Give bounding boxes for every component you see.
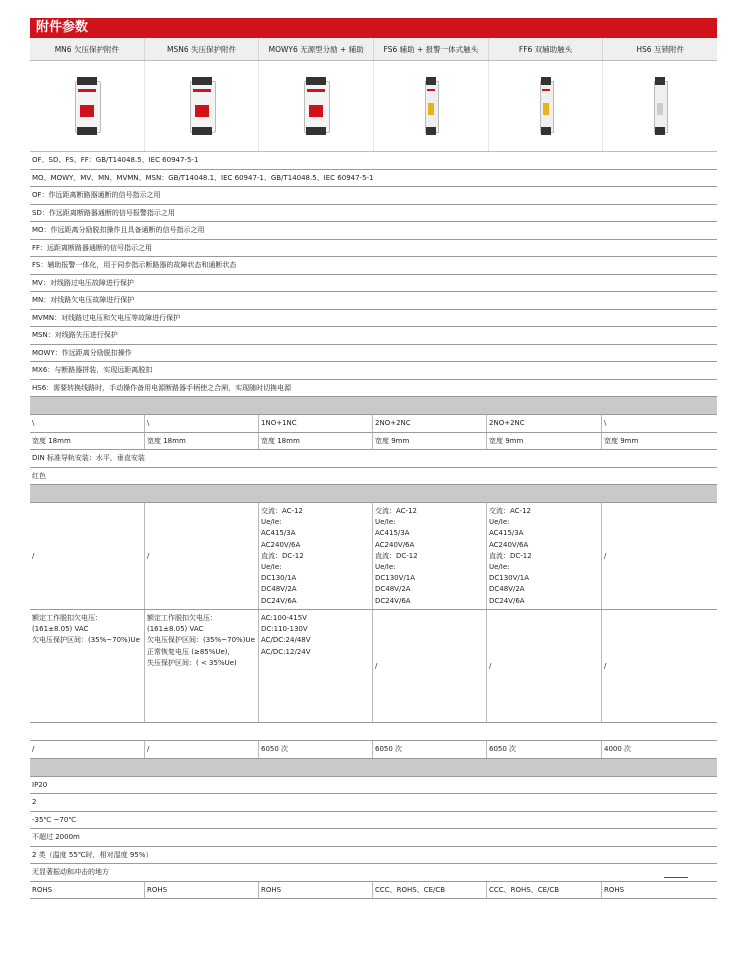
description-row: MX6：与断路器拼装，实现远距离脱扣 (30, 362, 717, 380)
contacts-row (30, 415, 717, 433)
section-divider (30, 759, 717, 777)
ff6-device-icon (538, 75, 554, 137)
env-row-pollution: 2 (30, 794, 717, 812)
section-title: 附件参数 (30, 18, 717, 38)
contacts-cell: \ (30, 415, 145, 432)
msn6-device-icon (187, 75, 217, 137)
contacts-cell: 2NO+2NC (373, 415, 487, 432)
width-cell: 宽度 9mm (373, 433, 487, 450)
contacts-cell: \ (604, 419, 607, 427)
standard-row: MO、MOWY、MV、MN、MVMN、MSN：GB/T14048.1、IEC 60947-1、GB/T14048.5、IEC 60947-5-1 (30, 170, 717, 188)
mn6-device-icon (72, 75, 102, 137)
description-row: MVMN：对线路过电压和欠电压等故障进行保护 (30, 310, 717, 328)
life-cell: 4000 次 (604, 745, 632, 753)
life-cell: / (30, 741, 145, 758)
rating-cell: 交流：AC-12 Ue/Ie: AC415/3A AC240V/6A 直流：DC-12 Ue/Ie: DC130V/1A DC48V/2A DC24V/6A (487, 503, 602, 609)
width-cell: 宽度 18mm (145, 433, 259, 450)
width-cell: 宽度 18mm (30, 433, 145, 450)
product-name-ff6: FF6 双辅助触头 (489, 38, 604, 60)
voltage-cell: 额定工作脱扣欠电压： (161±8.05) VAC 欠电压保护区间：(35%~70%)Ue (30, 610, 145, 722)
env-row-humidity: 2 类（温度 55℃时，相对湿度 95%） (30, 847, 717, 865)
description-row: MN：对线路欠电压故障进行保护 (30, 292, 717, 310)
contacts-cell: \ (145, 415, 259, 432)
description-row: MO：作远距离分励脱扣操作且具备通断的信号指示之用 (30, 222, 717, 240)
voltage-cell: / (487, 610, 602, 722)
description-row: MOWY：作远距离分励脱扣操作 (30, 345, 717, 363)
env-row-ip: IP20 (30, 777, 717, 795)
width-row (30, 433, 717, 451)
section-divider (30, 397, 717, 415)
life-cell: 6050 次 (487, 741, 602, 758)
mowy6-device-icon (301, 75, 331, 137)
description-row: HS6：需要转换线路时，手动操作备用电源断路器手柄使之合闸，实现随时切换电源 (30, 380, 717, 398)
voltage-cell: AC:100-415V DC:110-130V AC/DC:24/48V AC/DC:12/24V (259, 610, 373, 722)
product-name-fs6: FS6 辅助 + 报警一体式触头 (374, 38, 489, 60)
life-cell: 6050 次 (373, 741, 487, 758)
cert-cell: ROHS (259, 882, 373, 899)
cert-cell: ROHS (30, 882, 145, 899)
description-row: OF：作远距离断路器通断的信号指示之用 (30, 187, 717, 205)
contacts-cell: 1NO+1NC (259, 415, 373, 432)
cert-cell: CCC、ROHS、CE/CB (487, 882, 602, 899)
product-image-row (30, 61, 717, 152)
description-row: FS：辅助报警一体化，用于同步指示断路器的故障状态和通断状态 (30, 257, 717, 275)
life-cell: / (145, 741, 259, 758)
env-row-temperature: -35℃ ~70℃ (30, 812, 717, 830)
product-name-msn6: MSN6 失压保护附件 (145, 38, 260, 60)
voltage-cell: / (604, 662, 607, 670)
product-header-row (30, 38, 717, 61)
description-row: MV：对线路过电压故障进行保护 (30, 275, 717, 293)
description-row: MSN：对线路失压进行保护 (30, 327, 717, 345)
cert-cell: CCC、ROHS、CE/CB (373, 882, 487, 899)
life-row (30, 741, 717, 759)
blank-row (30, 723, 717, 741)
end-rule (664, 877, 688, 878)
voltage-cell: / (373, 610, 487, 722)
width-cell: 宽度 18mm (259, 433, 373, 450)
life-cell: 6050 次 (259, 741, 373, 758)
rating-cell: / (604, 552, 607, 560)
cert-cell: ROHS (145, 882, 259, 899)
env-row-altitude: 不超过 2000m (30, 829, 717, 847)
accessory-params-page (30, 18, 717, 899)
product-name-mowy6: MOWY6 无源型分励 + 辅助 (259, 38, 374, 60)
section-divider (30, 485, 717, 503)
hs6-device-icon (652, 75, 668, 137)
rating-cell: 交流：AC-12 Ue/Ie: AC415/3A AC240V/6A 直流：DC-12 Ue/Ie: DC130V/1A DC48V/2A DC24V/6A (373, 503, 487, 609)
description-row: FF：远距离断路器通断的信号指示之用 (30, 240, 717, 258)
product-name-mn6: MN6 欠压保护附件 (30, 38, 145, 60)
voltage-row (30, 610, 717, 723)
contacts-cell: 2NO+2NC (487, 415, 602, 432)
mounting-row: DIN 标准导轨安装：水平，垂直安装 (30, 450, 717, 468)
color-row: 红色 (30, 468, 717, 486)
env-row-vibration: 无显著振动和冲击的地方 (30, 864, 717, 882)
width-cell: 宽度 9mm (604, 436, 639, 445)
description-row: SD：作远距离断路器通断的信号报警指示之用 (30, 205, 717, 223)
rating-cell: / (145, 503, 259, 609)
ratings-row (30, 503, 717, 610)
standard-row: OF、SD、FS、FF：GB/T14048.5、IEC 60947-5-1 (30, 152, 717, 170)
width-cell: 宽度 9mm (487, 433, 602, 450)
cert-cell: ROHS (604, 885, 625, 894)
voltage-cell: 额定工作脱扣欠电压： (161±8.05) VAC 欠电压保护区间：(35%~70%)Ue 正常恢复电压 (≥85%Ue), 失压保护区间：( < 35%Ue) (145, 610, 259, 722)
fs6-device-icon (423, 75, 439, 137)
product-name-hs6: HS6 互锁附件 (636, 44, 684, 54)
rating-cell: 交流：AC-12 Ue/Ie: AC415/3A AC240V/6A 直流：DC-12 Ue/Ie: DC130/1A DC48V/2A DC24V/6A (259, 503, 373, 609)
cert-row (30, 882, 717, 900)
rating-cell: / (30, 503, 145, 609)
